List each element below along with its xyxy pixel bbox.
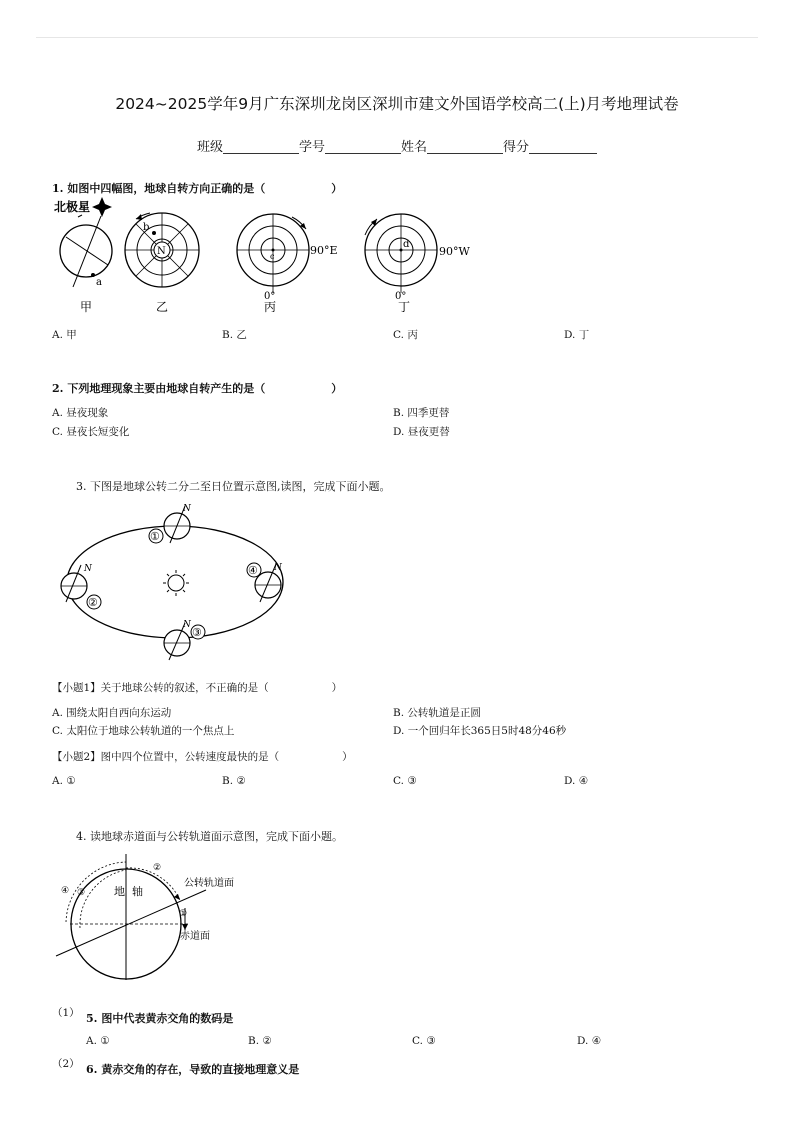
earth-position-1 xyxy=(149,504,192,543)
svg-text:北极星: 北极星 xyxy=(54,200,91,214)
score-label: 得分 xyxy=(503,140,530,155)
student-no-label: 学号 xyxy=(298,140,325,155)
q1-option-b[interactable]: B. 乙 xyxy=(222,329,247,341)
name-label: 姓名 xyxy=(401,140,428,155)
mark-4: ④ xyxy=(61,886,70,896)
q3-orbit-figure xyxy=(52,498,302,668)
label-90w: 90°W xyxy=(439,245,470,258)
q4-sub1-stem: 5. 图中代表黄赤交角的数码是 xyxy=(86,1012,234,1025)
q3-sub2-option-d[interactable]: D. ④ xyxy=(564,775,589,787)
q4-plane-figure xyxy=(50,850,260,990)
q3-sub2-option-a[interactable]: A. ① xyxy=(52,775,76,787)
earth-position-4 xyxy=(247,563,283,602)
q1-stem: 1. 如图中四幅图，地球自转方向正确的是（ ） xyxy=(52,182,343,195)
q1-option-a[interactable]: A. 甲 xyxy=(52,329,77,341)
page-title: 2024~2025学年9月广东深圳龙岗区深圳市建文外国语学校高二(上)月考地理试卷 xyxy=(115,95,679,113)
q3-sub2-option-b[interactable]: B. ② xyxy=(222,775,246,787)
orbit-plane-line xyxy=(56,890,206,956)
point-b-label: b xyxy=(143,222,150,233)
q3-sub2-option-c[interactable]: C. ③ xyxy=(393,775,417,787)
svg-text:N: N xyxy=(183,504,191,514)
orbit-plane-label: 公转轨道面 xyxy=(184,878,234,889)
q1-figure xyxy=(48,195,348,317)
q3-sub1-option-b[interactable]: B. 公转轨道是正圆 xyxy=(393,707,481,719)
q3-sub1-option-d[interactable]: D. 一个回归年长365日5时48分46秒 xyxy=(393,725,567,737)
student-info-line xyxy=(0,136,794,155)
q3-sub1-option-c[interactable]: C. 太阳位于地球公转轨道的一个焦点上 xyxy=(52,725,235,737)
q4-sub2-number: （2） xyxy=(52,1058,80,1070)
north-star-label xyxy=(54,197,112,217)
svg-text:N: N xyxy=(183,620,191,630)
q3-sub1-option-a[interactable]: A. 围绕太阳自西向东运动 xyxy=(52,707,172,719)
n-label: N xyxy=(157,246,166,257)
earth-position-3 xyxy=(164,620,205,660)
svg-text:N: N xyxy=(84,564,92,574)
q4-sub1-option-b[interactable]: B. ② xyxy=(248,1035,272,1047)
sun-icon xyxy=(163,570,189,596)
point-a-label: a xyxy=(96,277,102,288)
q3-sub1-stem: 【小题1】关于地球公转的叙述，不正确的是（ ） xyxy=(52,682,343,694)
label-0-ding: 0° xyxy=(395,291,407,302)
mark-1: ① xyxy=(179,909,188,919)
label-ding: 丁 xyxy=(398,300,411,314)
q2-option-c[interactable]: C. 昼夜长短变化 xyxy=(52,426,130,438)
q4-sub1-option-a[interactable]: A. ① xyxy=(86,1035,110,1047)
position-3-label: ③ xyxy=(192,626,202,639)
position-1-label: ① xyxy=(150,530,160,543)
score-blank[interactable] xyxy=(529,139,597,154)
q3-sub2-stem: 【小题2】图中四个位置中，公转速度最快的是（ ） xyxy=(52,751,353,763)
axis-label-di: 地 xyxy=(114,885,125,898)
point-d-label: d xyxy=(403,239,410,250)
class-label: 班级 xyxy=(196,140,223,155)
top-divider xyxy=(36,37,758,38)
axis-label-zhou: 轴 xyxy=(132,885,143,898)
svg-text:N: N xyxy=(274,563,282,573)
class-blank[interactable] xyxy=(223,139,299,154)
q4-stem: 4. 读地球赤道面与公转轨道面示意图，完成下面小题。 xyxy=(76,830,343,843)
q4-sub1-option-c[interactable]: C. ③ xyxy=(412,1035,436,1047)
label-yi: 乙 xyxy=(156,300,169,314)
label-bing: 丙 xyxy=(264,300,277,314)
q1-figure-ding xyxy=(355,205,485,317)
name-blank[interactable] xyxy=(427,139,503,154)
position-4-label: ④ xyxy=(248,564,258,577)
label-90e: 90°E xyxy=(310,244,338,257)
q3-stem: 3. 下图是地球公转二分二至日位置示意图,读图，完成下面小题。 xyxy=(76,480,391,493)
equator-plane-label: 赤道面 xyxy=(180,931,210,942)
diagram-jia xyxy=(60,215,112,314)
q1-option-d[interactable]: D. 丁 xyxy=(564,329,590,341)
position-2-label: ② xyxy=(88,596,98,609)
earth-position-2 xyxy=(61,564,101,609)
q4-sub1-option-d[interactable]: D. ④ xyxy=(577,1035,602,1047)
star-icon xyxy=(92,197,112,217)
label-jia: 甲 xyxy=(80,300,93,314)
q2-option-d[interactable]: D. 昼夜更替 xyxy=(393,426,450,438)
q4-sub2-stem: 6. 黄赤交角的存在，导致的直接地理意义是 xyxy=(86,1063,300,1076)
q1-option-c[interactable]: C. 丙 xyxy=(393,329,418,341)
q2-option-a[interactable]: A. 昼夜现象 xyxy=(52,407,109,419)
diagram-yi xyxy=(125,213,199,314)
mark-3: ③ xyxy=(77,888,86,898)
diagram-bing xyxy=(237,214,338,314)
student-no-blank[interactable] xyxy=(325,139,401,154)
label-0-bing: 0° xyxy=(264,291,276,302)
q2-stem: 2. 下列地理现象主要由地球自转产生的是（ ） xyxy=(52,382,343,395)
point-c-label: c xyxy=(270,252,275,261)
q4-sub1-number: （1） xyxy=(52,1007,80,1019)
q2-option-b[interactable]: B. 四季更替 xyxy=(393,407,450,419)
mark-2: ② xyxy=(153,863,162,873)
